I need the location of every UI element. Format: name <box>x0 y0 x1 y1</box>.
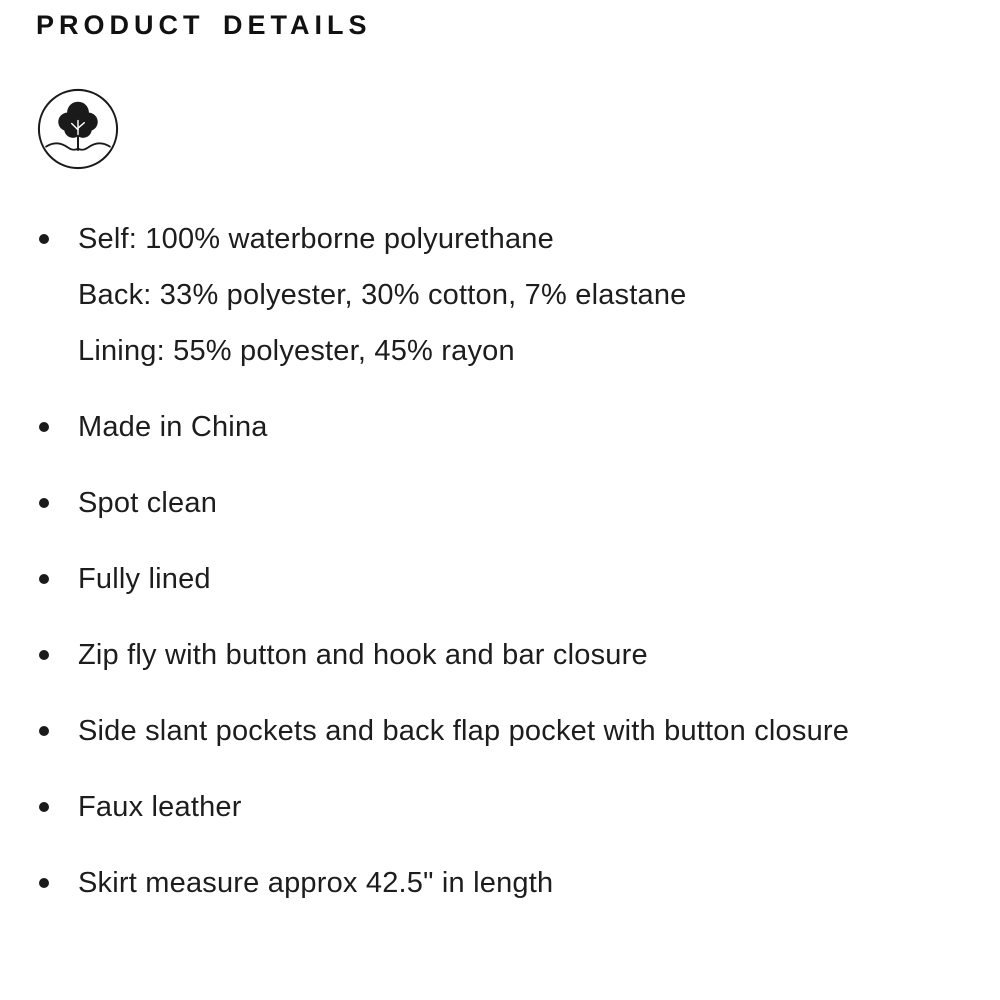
list-item-length <box>36 855 938 911</box>
list-item-composition <box>36 211 938 379</box>
detail-line: Back: 33% polyester, 30% cotton, 7% elastane <box>78 279 687 311</box>
list-item-pockets <box>36 703 938 759</box>
detail-line: Side slant pockets and back flap pocket with button closure <box>78 715 850 747</box>
detail-line: Spot clean <box>78 487 218 519</box>
cotton-plant-icon <box>36 87 120 171</box>
list-item-lining <box>36 551 938 607</box>
detail-line: Skirt measure approx 42.5" in length <box>78 867 554 899</box>
cotton-plant-icon-svg <box>36 87 120 171</box>
detail-line: Self: 100% waterborne polyurethane <box>78 223 554 255</box>
list-item-care <box>36 475 938 531</box>
detail-line: Lining: 55% polyester, 45% rayon <box>78 335 515 367</box>
list-item-material <box>36 779 938 835</box>
detail-line: Fully lined <box>78 563 211 595</box>
list-item-origin <box>36 399 938 455</box>
detail-line: Faux leather <box>78 791 242 823</box>
section-title: PRODUCT DETAILS <box>36 10 372 40</box>
list-item-closure <box>36 627 938 683</box>
detail-line: Zip fly with button and hook and bar closure <box>78 639 648 671</box>
details-list <box>36 211 976 911</box>
detail-line: Made in China <box>78 411 268 443</box>
